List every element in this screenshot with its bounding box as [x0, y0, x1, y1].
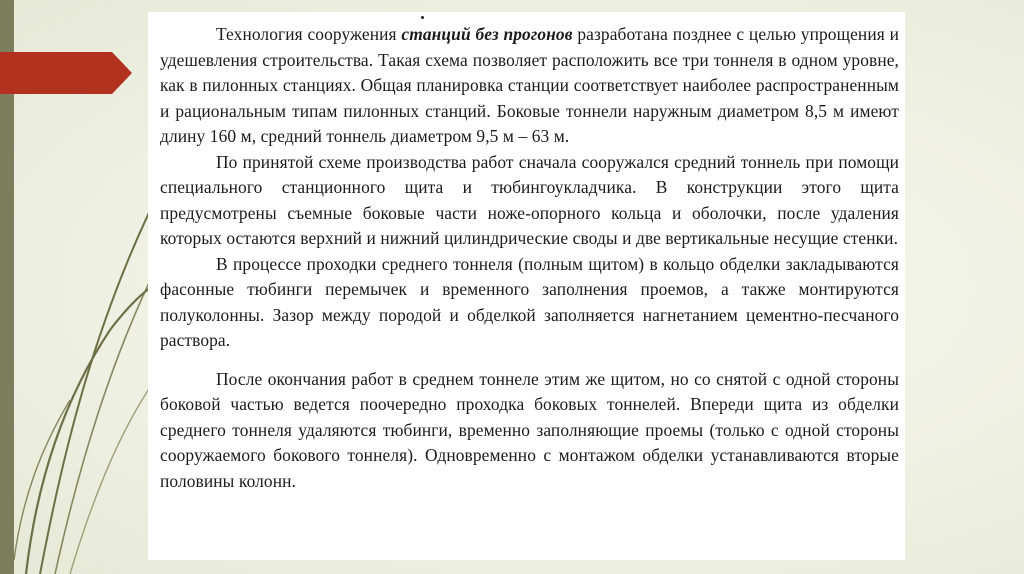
swoosh-line-1: [40, 190, 160, 574]
paragraph-1-lead: Технология сооружения: [216, 24, 402, 44]
stray-mark: [421, 16, 424, 19]
red-arrow-shape: [0, 52, 132, 94]
paragraph-3: В процессе проходки среднего тоннеля (полным щитом) в кольцо обделки закладываются фасонные тюбинги перемычек и временного заполнения проемов, а также монтируются полуколонны. Зазор между породой и обделкой заполняется нагнетанием цементно-песчаного раствора.: [160, 253, 899, 350]
swoosh-line-2: [55, 260, 160, 574]
paragraph-4: После окончания работ в среднем тоннеле этим же щитом, но со снятой с одной стороны боковой частью ведется поочередно проходка боковых тоннелей. Впереди щита из обделки среднего тоннеля удаляются тюбинги, временно заполняющие проемы (только с одной стороны сооружаемого бокового тоннеля). Одновременно с монтажом обделки устанавливаются вторые половины колонн.: [160, 368, 899, 491]
swoosh-line-3: [26, 288, 150, 574]
swoosh-line-4: [70, 380, 155, 574]
text-panel: [148, 12, 905, 560]
paragraph-1: [160, 22, 899, 150]
paragraph-1-emphasis: станций без прогонов: [401, 24, 573, 44]
paragraph-2: По принятой схеме производства работ сначала сооружался средний тоннель при помощи специального станционного щита и тюбингоукладчика. В конструкции этого щита предусмотрены съемные боковые части ноже-опорного кольца и оболочки, после удаления которых остаются верхний и нижний цилиндрические своды и две вертикальные несущие стенки.: [160, 151, 899, 248]
paragraph-1-rest: разработана позднее с целью упрощения и удешевления строительства. Такая схема позволяет расположить все три тоннеля в одном уровне, как в пилонных станциях. Общая планировка станции соответствует наиболее распространенным и рациональным типам пилонных станций. Боковые тоннели наружным диаметром 8,5 м имеют длину 160 м, средний тоннель диаметром 9,5 м – 63 м.: [160, 24, 899, 146]
